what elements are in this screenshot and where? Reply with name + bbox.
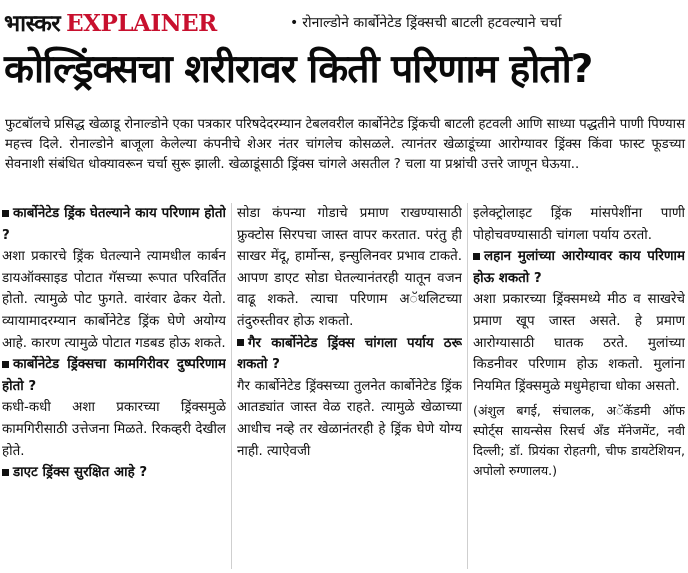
answer-paragraph: गैर कार्बोनेटेड ड्रिंक्सच्या तुलनेत कार्बोनेटेड ड्रिंक आतड्यांत जास्त वेळ राहते. त्यामुळे खेळाच्या आधीच नव्हे तर खेळानंतरही हे ड्रिंक घेणे योग्य नाही. त्याऐवजी (237, 378, 462, 459)
square-bullet-icon (2, 210, 9, 217)
square-bullet-icon (2, 469, 9, 476)
answer-paragraph: अशा प्रकारचे ड्रिंक घेतल्याने त्यामधील कार्बन डायऑक्साइड पोटात गॅसच्या रूपात परिवर्तित होतो. त्यामुळे पोट फुगते. वारंवार ढेकर येतो. व्यायामादरम्यान कार्बोनेटेड ड्रिंक घेणे अयोग्य आहे. कारण त्यामुळे पोटात गडबड होऊ शकते. (2, 249, 226, 351)
column-3 (473, 203, 685, 571)
question-heading (2, 462, 226, 484)
column-divider (231, 203, 232, 569)
column-1 (2, 203, 226, 571)
headline: कोल्ड्रिंक्सचा शरीरावर किती परिणाम होतो? (4, 47, 593, 92)
column-divider (467, 203, 468, 569)
answer-paragraph: कधी-कधी अशा प्रकारच्या ड्रिंक्समुळे कामगिरीसाठी उत्तेजना मिळते. रिकव्हरी देखील होते. (2, 400, 226, 459)
question-text: कार्बोनेटेड ड्रिंक्सचा कामगिरीवर दुष्परिणाम होतो ? (2, 357, 226, 394)
square-bullet-icon (473, 253, 480, 260)
masthead (4, 6, 688, 40)
answer-paragraph: सोडा कंपन्या गोडाचे प्रमाण राखण्यासाठी फ्रुक्टोस सिरपचा जास्त वापर करतात. परंतु ही साखर मेंदू, हार्मोन्स, इन्सुलिनवर प्रभाव टाकते. आपण डाएट सोडा घेतल्यानंतरही यातून वजन वाढू शकते. त्याचा परिणाम अॅथलिटच्या तंदुरुस्तीवर होऊ शकतो. (237, 206, 462, 329)
question-heading (473, 246, 685, 289)
question-text: लहान मुलांच्या आरोग्यावर काय परिणाम होऊ शकतो ? (473, 249, 685, 286)
masthead-subhead (290, 13, 562, 32)
expert-credit: (अंशुल बगई, संचालक, अॅकॅडमी ऑफ स्पोर्ट्स सायन्सेस रिसर्च अँड मॅनेजमेंट, नवी दिल्ली; डॉ. प्रियंका रोहतगी, चीफ डायटेशियन, अपोलो रुग्णालय.) (473, 403, 685, 479)
question-text: गैर कार्बोनेटेड ड्रिंक्स चांगला पर्याय ठरू शकतो ? (237, 335, 462, 373)
bullet-dot-icon: • (290, 15, 299, 31)
answer-paragraph: अशा प्रकारच्या ड्रिंक्समध्ये मीठ व साखरेचे प्रमाण खूप जास्त असते. हे प्रमाण आरोग्यासाठी घातक ठरते. मुलांच्या किडनीवर परिणाम होऊ शकतो. मुलांना नियमित ड्रिंक्समुळे मधुमेहाचा धोका असतो. (473, 292, 685, 394)
square-bullet-icon (237, 339, 244, 346)
question-heading (2, 354, 226, 397)
question-text: कार्बोनेटेड ड्रिंक घेतल्याने काय परिणाम होतो ? (2, 206, 226, 243)
question-heading (237, 333, 462, 376)
question-heading (2, 203, 226, 246)
column-2 (237, 203, 462, 571)
subhead-text: रोनाल्डोने कार्बोनेटेड ड्रिंक्सची बाटली हटवल्याने चर्चा (302, 15, 562, 31)
square-bullet-icon (2, 361, 9, 368)
intro-paragraph: फुटबॉलचे प्रसिद्ध खेळाडू रोनाल्डोने एका पत्रकार परिषदेदरम्यान टेबलवरील कार्बोनेटेड ड्रिंकची बाटली हटवली आणि साध्या पद्धतीने पाणी पिण्यास महत्त्व दिले. रोनाल्डोने बाजूला केलेल्या कंपनीचे शेअर नंतर चांगलेच कोसळले. त्यानंतर खेळाडूंच्या आरोग्यावर ड्रिंक्स किंवा फास्ट फूडच्या सेवनाशी संबंधित धोक्यावरून चर्चा सुरू झाली. खेळाडूंसाठी ड्रिंक्स चांगले असतील ? चला या प्रश्नांची उत्तरे जाणून घेऊया.. (5, 117, 685, 173)
brand-logo (4, 6, 217, 38)
brand-explainer: EXPLAINER (66, 10, 217, 37)
question-text: डाएट ड्रिंक्स सुरक्षित आहे ? (13, 465, 148, 481)
brand-bhaskar: भास्कर (4, 10, 61, 37)
answer-paragraph: इलेक्ट्रोलाइट ड्रिंक मांसपेशींना पाणी पोहोचवण्यासाठी चांगला पर्याय ठरतो. (473, 206, 685, 243)
